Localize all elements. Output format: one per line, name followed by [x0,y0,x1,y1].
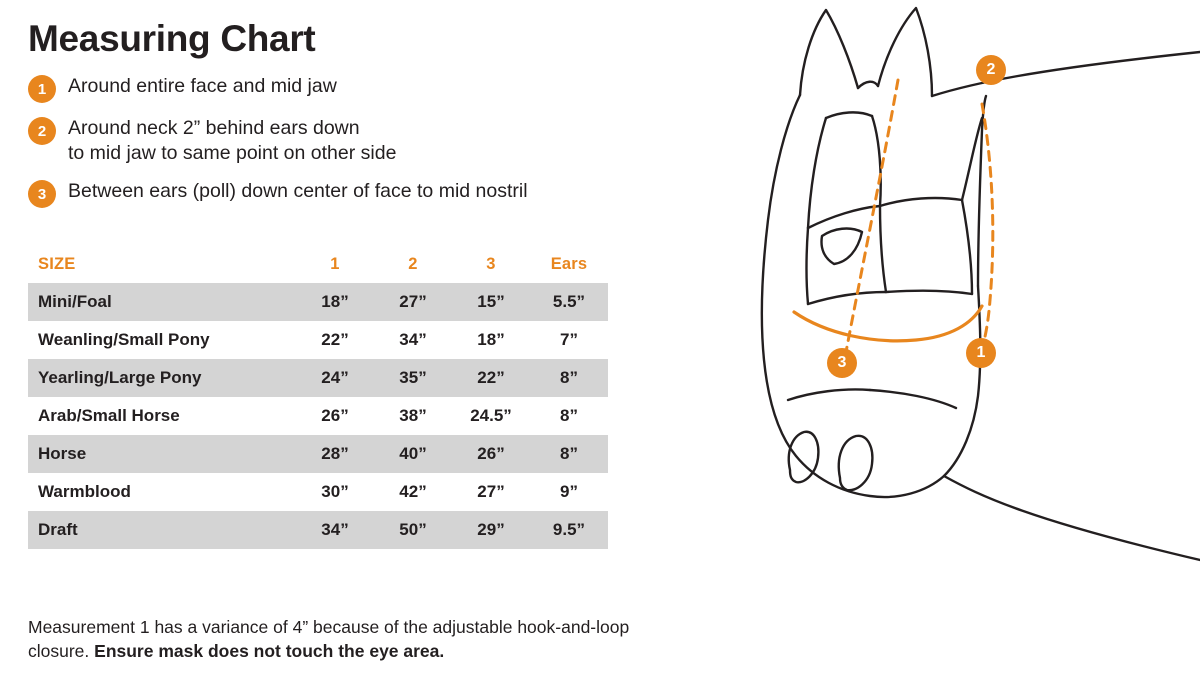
cell-ears: 9.5” [530,511,608,549]
horse-head-diagram-svg [730,0,1200,673]
column-header-size: SIZE [28,248,296,283]
cell-size: Horse [28,435,296,473]
step-item-1 [28,74,728,103]
footnote [28,615,668,663]
step-badge-3: 3 [28,180,56,208]
cell-m1: 30” [296,473,374,511]
page-title: Measuring Chart [28,18,316,59]
size-table-wrapper [28,248,608,549]
cell-ears: 7” [530,321,608,359]
cell-size: Draft [28,511,296,549]
marker-2: 2 [976,55,1006,85]
cell-size: Yearling/Large Pony [28,359,296,397]
cell-size: Weanling/Small Pony [28,321,296,359]
size-table [28,248,608,549]
left-column [28,18,728,221]
table-row [28,321,608,359]
cell-m2: 42” [374,473,452,511]
column-header-ears: Ears [530,248,608,283]
cell-ears: 8” [530,359,608,397]
table-row [28,397,608,435]
steps-list [28,74,728,208]
measurement-line-3 [846,80,898,352]
cell-m1: 22” [296,321,374,359]
cell-ears: 8” [530,397,608,435]
step-item-3 [28,179,728,208]
cell-m2: 35” [374,359,452,397]
cell-m3: 27” [452,473,530,511]
footnote-normal: Measurement 1 has a variance of 4” because of the adjustable hook-and-loop closure. [28,617,630,661]
marker-1: 1 [966,338,996,368]
step-item-2 [28,116,728,166]
cell-size: Mini/Foal [28,283,296,321]
cell-m1: 28” [296,435,374,473]
table-row [28,283,608,321]
table-header-row [28,248,608,283]
footnote-bold: Ensure mask does not touch the eye area. [94,641,445,661]
cell-ears: 8” [530,435,608,473]
cell-m3: 26” [452,435,530,473]
cell-ears: 9” [530,473,608,511]
marker-3: 3 [827,348,857,378]
column-header-2: 2 [374,248,452,283]
step-text-1: Around entire face and mid jaw [68,75,337,97]
cell-size: Warmblood [28,473,296,511]
column-header-3: 3 [452,248,530,283]
table-row [28,435,608,473]
cell-m2: 27” [374,283,452,321]
cell-size: Arab/Small Horse [28,397,296,435]
cell-m3: 24.5” [452,397,530,435]
cell-m2: 50” [374,511,452,549]
table-row [28,359,608,397]
cell-m1: 34” [296,511,374,549]
cell-m3: 15” [452,283,530,321]
column-header-1: 1 [296,248,374,283]
cell-m2: 38” [374,397,452,435]
step-badge-1: 1 [28,75,56,103]
cell-m3: 18” [452,321,530,359]
step-text-2: Around neck 2” behind ears down to mid jaw to same point on other side [68,117,397,164]
cell-ears: 5.5” [530,283,608,321]
table-row [28,511,608,549]
cell-m2: 40” [374,435,452,473]
horse-head-illustration [730,0,1200,673]
cell-m1: 18” [296,283,374,321]
cell-m1: 24” [296,359,374,397]
measurement-line-1 [794,306,982,341]
step-badge-2: 2 [28,117,56,145]
step-text-3: Between ears (poll) down center of face to mid nostril [68,180,528,202]
cell-m3: 22” [452,359,530,397]
table-row [28,473,608,511]
cell-m3: 29” [452,511,530,549]
cell-m1: 26” [296,397,374,435]
cell-m2: 34” [374,321,452,359]
